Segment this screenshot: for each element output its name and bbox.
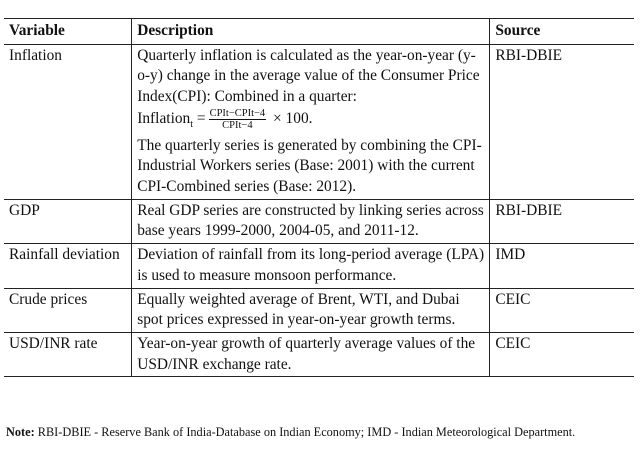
- cell-description: Equally weighted average of Brent, WTI, and Dubai spot prices expressed in year-on-year growth terms.: [132, 288, 490, 332]
- cell-variable: GDP: [4, 199, 132, 243]
- cell-variable: Rainfall deviation: [4, 244, 132, 288]
- data-description-table: [4, 18, 634, 377]
- cell-source: IMD: [495, 246, 526, 264]
- header-variable: Variable: [4, 19, 132, 45]
- cell-source: RBI-DBIE: [495, 201, 563, 219]
- cell-variable: USD/INR rate: [4, 332, 132, 376]
- formula-denominator: CPIt−4: [222, 119, 253, 131]
- table-row-inflation: [4, 44, 634, 199]
- cell-description: Real GDP series are constructed by linking series across base years 1999-2000, 2004-05, and 2011-12.: [132, 199, 490, 243]
- header-description: Description: [132, 19, 490, 45]
- formula-times: × 100.: [273, 109, 313, 127]
- cell-description: Year-on-year growth of quarterly average values of the USD/INR exchange rate.: [132, 332, 490, 376]
- table-header-row: [4, 19, 634, 45]
- table-row-gdp: [4, 199, 634, 243]
- cell-variable: Crude prices: [4, 288, 132, 332]
- note-text: RBI-DBIE - Reserve Bank of India-Database on Indian Economy; IMD - Indian Meteorological Department.: [37, 425, 576, 439]
- header-source: Source: [495, 22, 541, 39]
- cell-source: CEIC: [495, 334, 531, 352]
- cell-variable: Inflation: [4, 44, 132, 199]
- inflation-formula: [137, 107, 313, 131]
- description-text: Quarterly inflation is calculated as the year-on-year (y-o-y) change in the average value of the Consumer Price Index(CPI): Combined in a quarter:: [137, 46, 480, 106]
- cell-source: RBI-DBIE: [495, 46, 563, 64]
- formula-equals: =: [196, 109, 206, 127]
- cell-description: [132, 44, 490, 199]
- table-note: [6, 425, 632, 441]
- table-row-crude: [4, 288, 634, 332]
- table-row-rainfall: [4, 244, 634, 288]
- note-label: Note:: [6, 425, 35, 439]
- table-row-usdinr: [4, 332, 634, 376]
- formula-fraction: [209, 108, 267, 131]
- formula-numerator: CPIt−CPIt−4: [209, 107, 266, 119]
- formula-lhs-sub: t: [190, 118, 194, 130]
- description-text-continued: The quarterly series is generated by combining the CPI-Industrial Workers series (Base: 2001) with the current CPI-Combined series (Base: 2012).: [137, 136, 482, 196]
- formula-lhs: Inflation: [137, 109, 191, 127]
- cell-description: Deviation of rainfall from its long-period average (LPA) is used to measure monsoon performance.: [132, 244, 490, 288]
- cell-source: CEIC: [495, 290, 531, 308]
